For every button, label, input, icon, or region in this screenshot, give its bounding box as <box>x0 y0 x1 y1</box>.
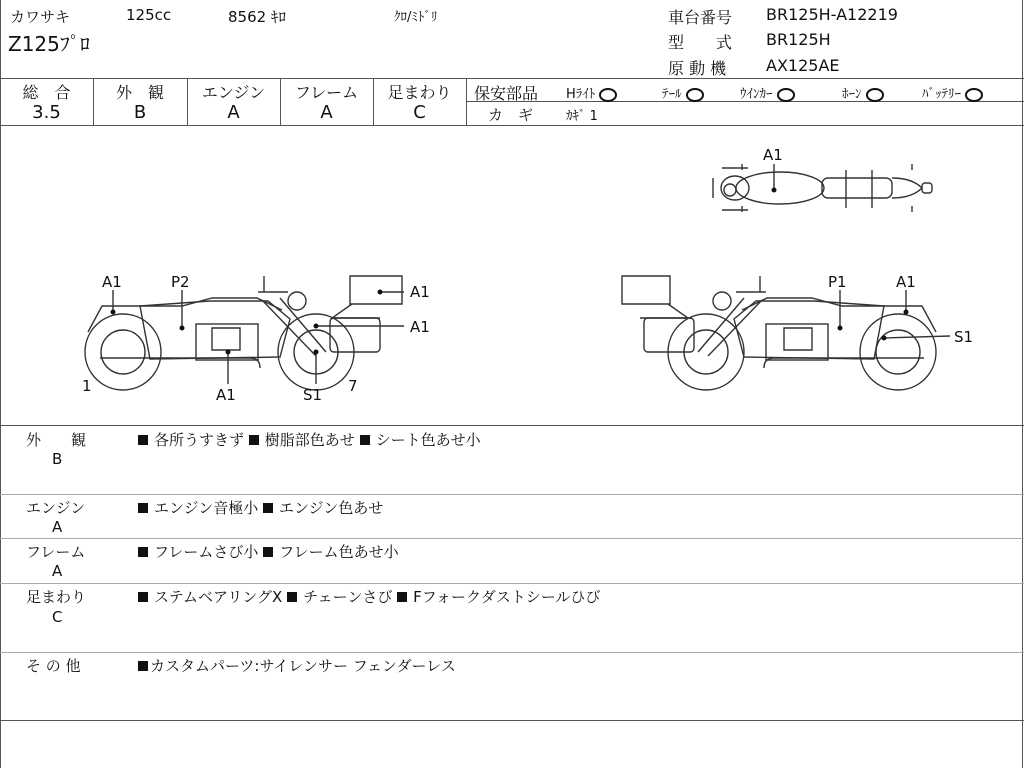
maker: カワサキ <box>10 8 71 26</box>
safety-horn: ﾎｰﾝ <box>842 83 884 102</box>
note-grade: B <box>52 450 63 468</box>
key-label: カ ギ <box>488 106 534 124</box>
left-view-bike <box>85 276 402 390</box>
grade-exterior-label: 外 観 <box>115 83 164 102</box>
note-grade: C <box>52 608 63 626</box>
grade-suspension-label: 足まわり <box>387 83 452 102</box>
right-view-bike <box>622 276 936 390</box>
note-items: エンジン音極小 エンジン色あせ <box>138 497 383 518</box>
type-value: BR125H <box>766 30 831 49</box>
color: ｸﾛ/ﾐﾄﾞﾘ <box>394 10 438 25</box>
mileage: 8562 ｷﾛ <box>228 8 286 26</box>
note-category: そ の 他 <box>26 657 81 675</box>
grade-frame-label: フレーム <box>294 83 359 102</box>
frame-no: BR125H-A12219 <box>766 5 898 24</box>
right-label-0: P1 <box>828 273 847 291</box>
frame-no-label: 車台番号 <box>668 8 733 27</box>
left-label-6: S1 <box>303 386 323 404</box>
grade-overall-label: 総 合 <box>22 83 71 102</box>
grade-overall-value: 3.5 <box>32 102 61 123</box>
note-items: フレームさび小 フレーム色あせ小 <box>138 541 399 562</box>
engine-value: AX125AE <box>766 56 840 75</box>
top-view-bike <box>713 164 932 212</box>
left-label-3: A1 <box>410 318 430 336</box>
left-label-4: 1 <box>82 377 92 395</box>
note-items: 各所うすきず 樹脂部色あせ シート色あせ小 <box>138 429 481 450</box>
safety-tail: ﾃｰﾙ <box>662 83 704 102</box>
safety-headlight: Hﾗｲﾄ <box>566 83 617 102</box>
note-grade: A <box>52 518 63 536</box>
safety-label: 保安部品 <box>474 84 539 103</box>
type-label: 型 式 <box>668 33 733 52</box>
left-label-2: A1 <box>410 283 430 301</box>
key-value: ｶｷﾞ 1 <box>566 109 598 124</box>
grade-exterior-value: B <box>133 102 147 123</box>
right-label-2: S1 <box>954 328 974 346</box>
note-category: 外 観 <box>26 431 87 449</box>
engine-label: 原 動 機 <box>668 59 727 78</box>
grade-engine-label: エンジン <box>201 83 266 102</box>
right-label-1: A1 <box>896 273 916 291</box>
left-label-0: A1 <box>102 273 122 291</box>
note-items: カスタムパーツ:サイレンサー フェンダーレス <box>138 655 456 676</box>
left-label-7: 7 <box>348 377 358 395</box>
safety-winker: ｳｲﾝｶｰ <box>740 83 795 102</box>
note-grade: A <box>52 562 63 580</box>
note-category: 足まわり <box>26 588 87 606</box>
left-label-5: A1 <box>216 386 236 404</box>
note-items: ステムベアリングX チェーンさび Fフォークダストシールひび <box>138 586 600 607</box>
grade-engine-value: A <box>227 102 240 123</box>
grade-suspension-value: C <box>413 102 426 123</box>
left-label-1: P2 <box>171 273 190 291</box>
grade-frame-value: A <box>320 102 333 123</box>
top-label-0: A1 <box>763 146 783 164</box>
model-name: Z125ﾌﾟﾛ <box>8 32 90 56</box>
note-category: フレーム <box>26 543 86 561</box>
safety-battery: ﾊﾞｯﾃﾘｰ <box>922 83 983 102</box>
note-category: エンジン <box>26 499 86 517</box>
displacement: 125cc <box>126 6 172 24</box>
